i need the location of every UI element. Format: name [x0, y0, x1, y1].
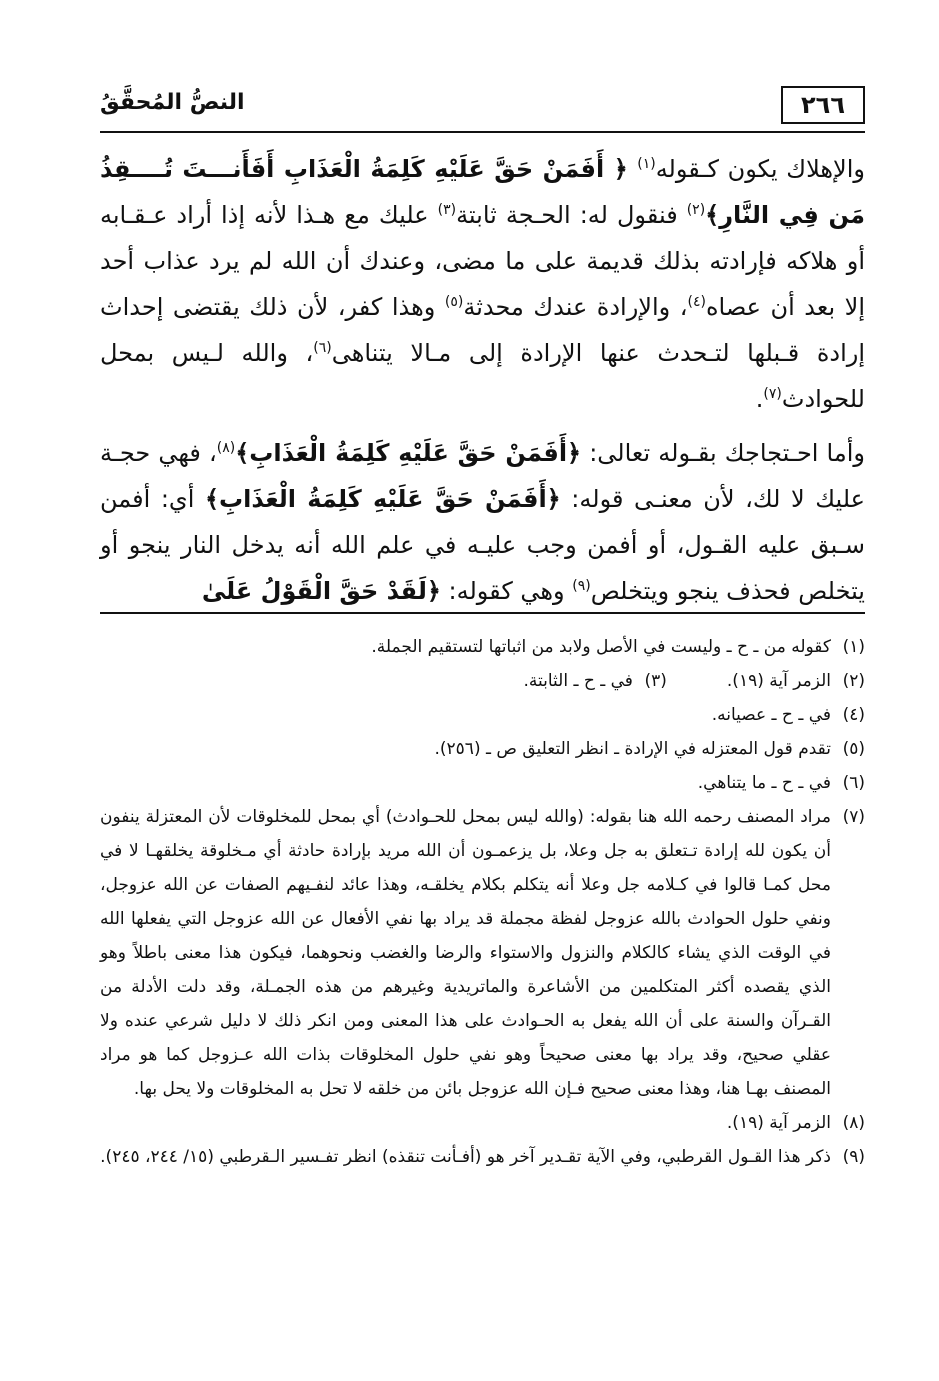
footnote-pair: [100, 664, 865, 698]
quran-verse: ﴿ أَفَمَنْ حَقَّ عَلَيْهِ كَلِمَةُ الْعَذَابِ أَفَأَنـــتَ تُــــقِذُ مَن فِي النَّارِ﴾: [100, 155, 865, 229]
paragraph-1: [100, 146, 865, 422]
footnote-ref-7[interactable]: (٧): [763, 386, 782, 402]
paragraph-2: [100, 430, 865, 614]
footnote-text: كقوله من ـ ح ـ وليست في الأصل ولابد من اثباتها لتستقيم الجملة.: [371, 637, 831, 657]
footnote-9: [100, 1140, 865, 1174]
footnote-6: [100, 766, 865, 800]
running-title: النصُّ المُحقَّقُ: [100, 90, 245, 115]
footnote-number: (٨): [842, 1113, 865, 1133]
footnote-text: ذكر هذا القـول القرطبي، وفي الآية تقـدير آخر هو (أفـأنت تنقذه) انظر تفـسير الـقرطبي (١٥/ ٢٤٤، ٢٤٥).: [100, 1147, 831, 1167]
footnote-ref-1[interactable]: (١): [637, 156, 656, 172]
footnote-number: (٧): [842, 807, 865, 827]
quran-verse: ﴿أَفَمَنْ حَقَّ عَلَيْهِ كَلِمَةُ الْعَذَابِ﴾: [204, 485, 561, 513]
text-segment: ، والإرادة عندك محدثة: [463, 293, 688, 321]
footnote-4: [100, 698, 865, 732]
footnote-text: في ـ ح ـ الثابتة.: [523, 671, 633, 691]
footnote-ref-8[interactable]: (٨): [216, 440, 236, 456]
quran-verse: ﴿لَقَدْ حَقَّ الْقَوْلُ عَلَىٰ: [201, 577, 441, 605]
footnote-number: (٣): [644, 671, 667, 691]
footnote-ref-5[interactable]: (٥): [444, 294, 464, 310]
footnote-number: (٤): [842, 705, 865, 725]
footnote-text: في ـ ح ـ عصيانه.: [711, 705, 831, 725]
footnote-separator: [100, 612, 865, 614]
footnote-text: في ـ ح ـ ما يتناهي.: [697, 773, 831, 793]
page-header: [100, 80, 865, 132]
header-rule: [100, 131, 865, 133]
footnote-text: مراد المصنف رحمه الله هنا بقوله: (والله ليس بمحل للحـوادث) أي بمحل للمخلوقات لأن المعتزلة ينفون أن يكون لله إرادة تـتعلق به جل وعلا، بل يزعمـون أن الله مريد بإرادة حادثة أي مـخلوقة يخلقهـا لا في محل كمـا قالوا في كـلامه جل وعلا أنه يتكلم بكلام يخلقـه، وهذا عائد لنفـيهم الصفات عن الله عزوجل، ونفي حلول الحوادث بالله عزوجل لفظة مجملة قد يراد بها نفي الأفعال عن الله عزوجل التي يفعلها الله في الوقت الذي يشاء كالكلام والنزول والاستواء والرضا والغضب ونحوهما، فيكون هذا معنى باطلاً وهو الذي يقصده أكثر المتكلمين من الأشاعرة والماتريدية وغيرهم من هذه الجمـلة، وقد دلت الأدلة من القـرآن والسنة على أن الله يفعل به الحـوادث على هذا المعنى ومن انكر ذلك لا دليل شرعي عنده ولا عقلي صحيح، وقد يراد بها معنى صحيحاً وهو نفي حلول المخلوقات بذات الله عـزوجل كما هو مراد المصنف بهـا هنا، وهذا معنى صحيح فـإن الله عزوجل بائن من خلقه لا تحل به المخلوقات ولا يحل بها.: [100, 807, 831, 1099]
footnote-3: [523, 664, 666, 698]
text-segment: فنقول له: الحـجة ثابتة: [456, 201, 687, 229]
text-segment: وهي كقوله:: [440, 577, 573, 605]
text-segment: وأما احـتجاجك بقـوله تعالى:: [581, 439, 865, 467]
footnote-number: (١): [842, 637, 865, 657]
footnote-ref-3[interactable]: (٣): [437, 202, 457, 218]
footnote-5: [100, 732, 865, 766]
page-number: ٢٦٦: [781, 86, 865, 124]
text-segment: وهذا كفر، لأن ذلك يقتضى إحداث إرادة قـبلها لتـحدث عنها الإرادة إلى مـالا يتناهى: [100, 293, 866, 367]
footnote-ref-9[interactable]: (٩): [572, 578, 591, 594]
footnote-ref-4[interactable]: (٤): [687, 294, 706, 310]
footnote-text: الزمر آية (١٩).: [726, 671, 831, 691]
footnote-number: (٦): [842, 773, 865, 793]
footnote-text: الزمر آية (١٩).: [726, 1113, 831, 1133]
footnote-ref-6[interactable]: (٦): [313, 340, 332, 356]
text-segment: أي: أفمن سـبق عليه القـول، أو أفمن وجب عليـه في علم الله أنه يدخل النار ينجو أو يتخلص فحذف ينجو ويتخلص: [100, 485, 865, 605]
footnote-8: [100, 1106, 865, 1140]
footnote-ref-2[interactable]: (٢): [686, 202, 706, 218]
footnote-number: (٢): [842, 671, 865, 691]
text-segment: والإهلاك يكون كـقوله: [655, 155, 865, 183]
footnote-2: [727, 664, 865, 698]
footnote-7: [100, 800, 865, 1106]
footnote-text: تقدم قول المعتزله في الإرادة ـ انظر التعليق ص ـ (٢٥٦).: [434, 739, 831, 759]
footnote-number: (٩): [842, 1147, 865, 1167]
text-segment: عليك مع هـذا لأنه إذا أراد عـقـابه أو هلاكه فإرادته بذلك قديمة على ما مضى، وعندك أن الله لم يرد عذاب أحد إلا بعد أن عصاه: [100, 201, 865, 321]
footnote-number: (٥): [842, 739, 865, 759]
quran-verse: ﴿أَفَمَنْ حَقَّ عَلَيْهِ كَلِمَةُ الْعَذَابِ﴾: [235, 439, 582, 467]
footnote-1: [100, 630, 865, 664]
text-segment: ، فهي حجـة عليك لا لك، لأن معنـى قوله:: [100, 439, 865, 513]
text-segment: ، والله لـيس بمحل للحوادث: [100, 339, 865, 413]
text-segment: .: [755, 385, 764, 413]
footnotes: [100, 630, 865, 1174]
main-text: [100, 146, 865, 614]
